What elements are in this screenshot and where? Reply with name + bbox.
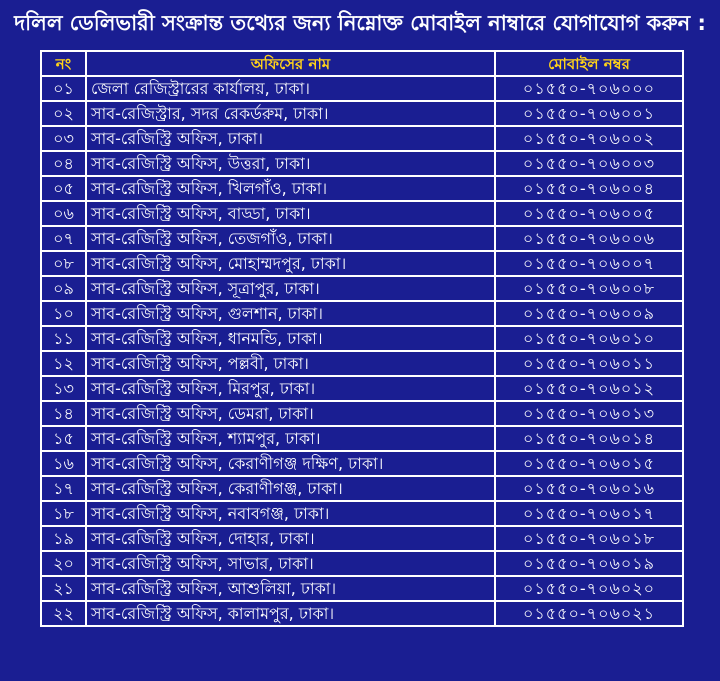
table-row bbox=[41, 451, 683, 476]
office-name: সাব-রেজিস্ট্রি অফিস, তেজগাঁও, ঢাকা। bbox=[86, 226, 495, 251]
mobile-number: ০১৫৫০-৭০৬০০৯ bbox=[495, 301, 683, 326]
row-number: ০৭ bbox=[41, 226, 86, 251]
mobile-number: ০১৫৫০-৭০৬০১৫ bbox=[495, 451, 683, 476]
mobile-number: ০১৫৫০-৭০৬০১৬ bbox=[495, 476, 683, 501]
table-row bbox=[41, 251, 683, 276]
office-name: সাব-রেজিস্ট্রি অফিস, উত্তরা, ঢাকা। bbox=[86, 151, 495, 176]
row-number: ১৬ bbox=[41, 451, 86, 476]
office-name: সাব-রেজিস্ট্রি অফিস, পল্লবী, ঢাকা। bbox=[86, 351, 495, 376]
office-name: সাব-রেজিস্ট্রি অফিস, কেরাণীগঞ্জ, ঢাকা। bbox=[86, 476, 495, 501]
header-number: নং bbox=[41, 51, 86, 76]
table-row bbox=[41, 601, 683, 626]
office-name: সাব-রেজিস্ট্রি অফিস, গুলশান, ঢাকা। bbox=[86, 301, 495, 326]
mobile-number: ০১৫৫০-৭০৬০০২ bbox=[495, 126, 683, 151]
mobile-number: ০১৫৫০-৭০৬০১০ bbox=[495, 326, 683, 351]
office-name: সাব-রেজিস্ট্রি অফিস, কালামপুর, ঢাকা। bbox=[86, 601, 495, 626]
row-number: ২২ bbox=[41, 601, 86, 626]
table-body bbox=[41, 76, 683, 626]
table-row bbox=[41, 101, 683, 126]
mobile-number: ০১৫৫০-৭০৬০১১ bbox=[495, 351, 683, 376]
table-row bbox=[41, 176, 683, 201]
row-number: ০৫ bbox=[41, 176, 86, 201]
office-name: সাব-রেজিস্ট্রি অফিস, সাভার, ঢাকা। bbox=[86, 551, 495, 576]
office-name: সাব-রেজিস্ট্রার, সদর রেকর্ডরুম, ঢাকা। bbox=[86, 101, 495, 126]
mobile-number: ০১৫৫০-৭০৬০১৩ bbox=[495, 401, 683, 426]
office-name: সাব-রেজিস্ট্রি অফিস, নবাবগঞ্জ, ঢাকা। bbox=[86, 501, 495, 526]
office-name: সাব-রেজিস্ট্রি অফিস, সূত্রাপুর, ঢাকা। bbox=[86, 276, 495, 301]
row-number: ১৮ bbox=[41, 501, 86, 526]
table-row bbox=[41, 351, 683, 376]
table-row bbox=[41, 501, 683, 526]
table-row bbox=[41, 226, 683, 251]
table-row bbox=[41, 126, 683, 151]
row-number: ১২ bbox=[41, 351, 86, 376]
row-number: ০৬ bbox=[41, 201, 86, 226]
row-number: ০৮ bbox=[41, 251, 86, 276]
office-name: সাব-রেজিস্ট্রি অফিস, বাড্ডা, ঢাকা। bbox=[86, 201, 495, 226]
office-name: সাব-রেজিস্ট্রি অফিস, আশুলিয়া, ঢাকা। bbox=[86, 576, 495, 601]
office-name: সাব-রেজিস্ট্রি অফিস, মোহাম্মদপুর, ঢাকা। bbox=[86, 251, 495, 276]
header-mobile-number: মোবাইল নম্বর bbox=[495, 51, 683, 76]
row-number: ১০ bbox=[41, 301, 86, 326]
mobile-number: ০১৫৫০-৭০৬০০৬ bbox=[495, 226, 683, 251]
table-row bbox=[41, 201, 683, 226]
mobile-number: ০১৫৫০-৭০৬০০১ bbox=[495, 101, 683, 126]
table-row bbox=[41, 401, 683, 426]
table-row bbox=[41, 151, 683, 176]
office-name: সাব-রেজিস্ট্রি অফিস, ঢাকা। bbox=[86, 126, 495, 151]
row-number: ১৩ bbox=[41, 376, 86, 401]
table-row bbox=[41, 476, 683, 501]
office-name: সাব-রেজিস্ট্রি অফিস, শ্যামপুর, ঢাকা। bbox=[86, 426, 495, 451]
mobile-number: ০১৫৫০-৭০৬০০৩ bbox=[495, 151, 683, 176]
office-name: সাব-রেজিস্ট্রি অফিস, ধানমন্ডি, ঢাকা। bbox=[86, 326, 495, 351]
office-name: জেলা রেজিস্ট্রারের কার্যালয়, ঢাকা। bbox=[86, 76, 495, 101]
mobile-number: ০১৫৫০-৭০৬০১৪ bbox=[495, 426, 683, 451]
row-number: ২০ bbox=[41, 551, 86, 576]
office-name: সাব-রেজিস্ট্রি অফিস, কেরাণীগঞ্জ দক্ষিণ, ঢাকা। bbox=[86, 451, 495, 476]
office-name: সাব-রেজিস্ট্রি অফিস, খিলগাঁও, ঢাকা। bbox=[86, 176, 495, 201]
row-number: ১৯ bbox=[41, 526, 86, 551]
row-number: ০১ bbox=[41, 76, 86, 101]
mobile-number: ০১৫৫০-৭০৬০০৭ bbox=[495, 251, 683, 276]
row-number: ০৯ bbox=[41, 276, 86, 301]
table-row bbox=[41, 76, 683, 101]
mobile-number: ০১৫৫০-৭০৬০০৫ bbox=[495, 201, 683, 226]
page-title: দলিল ডেলিভারী সংক্রান্ত তথ্যের জন্য নিম্নোক্ত মোবাইল নাম্বারে যোগাযোগ করুন : bbox=[14, 11, 706, 35]
mobile-number: ০১৫৫০-৭০৬০১৭ bbox=[495, 501, 683, 526]
mobile-number: ০১৫৫০-৭০৬০১২ bbox=[495, 376, 683, 401]
mobile-number: ০১৫৫০-৭০৬০০৮ bbox=[495, 276, 683, 301]
row-number: ০২ bbox=[41, 101, 86, 126]
table-row bbox=[41, 576, 683, 601]
row-number: ১৫ bbox=[41, 426, 86, 451]
row-number: ০৪ bbox=[41, 151, 86, 176]
table-row bbox=[41, 276, 683, 301]
table-row bbox=[41, 426, 683, 451]
office-contact-table bbox=[40, 50, 684, 627]
table-row bbox=[41, 376, 683, 401]
office-name: সাব-রেজিস্ট্রি অফিস, ডেমরা, ঢাকা। bbox=[86, 401, 495, 426]
row-number: ০৩ bbox=[41, 126, 86, 151]
mobile-number: ০১৫৫০-৭০৬০২০ bbox=[495, 576, 683, 601]
mobile-number: ০১৫৫০-৭০৬০১৯ bbox=[495, 551, 683, 576]
header-office-name: অফিসের নাম bbox=[86, 51, 495, 76]
table-row bbox=[41, 301, 683, 326]
mobile-number: ০১৫৫০-৭০৬০১৮ bbox=[495, 526, 683, 551]
row-number: ১৭ bbox=[41, 476, 86, 501]
office-name: সাব-রেজিস্ট্রি অফিস, মিরপুর, ঢাকা। bbox=[86, 376, 495, 401]
table-row bbox=[41, 526, 683, 551]
table-row bbox=[41, 551, 683, 576]
mobile-number: ০১৫৫০-৭০৬০২১ bbox=[495, 601, 683, 626]
row-number: ১৪ bbox=[41, 401, 86, 426]
table-row bbox=[41, 326, 683, 351]
row-number: ২১ bbox=[41, 576, 86, 601]
row-number: ১১ bbox=[41, 326, 86, 351]
table-header-row bbox=[41, 51, 683, 76]
mobile-number: ০১৫৫০-৭০৬০০৪ bbox=[495, 176, 683, 201]
office-name: সাব-রেজিস্ট্রি অফিস, দোহার, ঢাকা। bbox=[86, 526, 495, 551]
mobile-number: ০১৫৫০-৭০৬০০০ bbox=[495, 76, 683, 101]
